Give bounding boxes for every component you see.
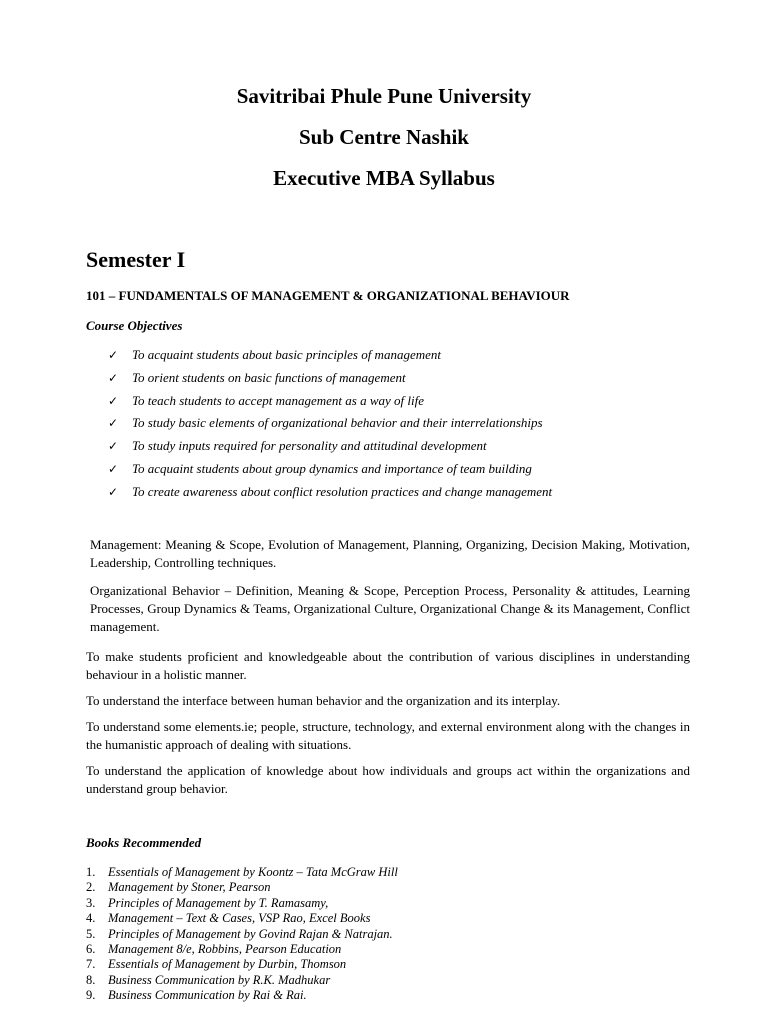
course-title: 101 – FUNDAMENTALS OF MANAGEMENT & ORGANIZATIONAL BEHAVIOUR [86,288,570,303]
objective-item [108,346,552,369]
objective-text: To acquaint students about group dynamics and importance of team building [132,460,532,476]
books-heading: Books Recommended [86,835,202,850]
org-behavior-paragraph: Organizational Behavior – Definition, Meaning & Scope, Perception Process, Personality & attitudes, Learning Processes, Group Dynamics & Teams, Organizational Culture, Organizational Change & its Management, Conflict management. [90,583,690,634]
objective-text: To teach students to accept management as a way of life [132,392,424,408]
book-item [86,927,398,942]
outcome-paragraph: To understand the interface between human behavior and the organization and its interplay. [86,693,561,708]
book-item [86,865,398,880]
book-item [86,942,398,957]
objective-item [108,483,552,506]
objective-item [108,437,552,460]
university-title: Savitribai Phule Pune University [236,84,532,108]
book-title: Management – Text & Cases, VSP Rao, Excel Books [108,911,371,926]
semester-heading: Semester I [86,247,186,272]
objectives-list [108,346,552,506]
book-item [86,988,398,1003]
outcome-paragraph: To understand some elements.ie; people, structure, technology, and external environment along with the changes in the humanistic approach of dealing with situations. [86,719,690,752]
objective-item [108,414,552,437]
book-title: Business Communication by Rai & Rai. [108,988,307,1003]
objective-text: To study inputs required for personality and attitudinal development [132,438,487,454]
checkmark-icon: ✓ [108,439,119,454]
book-number: 6. [86,941,96,956]
objective-text: To study basic elements of organizational behavior and their interrelationships [132,415,543,431]
checkmark-icon: ✓ [108,370,119,385]
book-number: 8. [86,972,96,987]
management-paragraph: Management: Meaning & Scope, Evolution of Management, Planning, Organizing, Decision Making, Motivation, Leadership, Controlling techniques. [90,537,690,570]
book-number: 5. [86,926,96,941]
book-item [86,896,398,911]
book-item [86,880,398,895]
book-number: 9. [86,988,96,1003]
centre-title: Sub Centre Nashik [299,125,469,149]
book-number: 7. [86,957,96,972]
objective-text: To orient students on basic functions of management [132,369,406,385]
checkmark-icon: ✓ [108,461,119,476]
outcome-paragraph: To make students proficient and knowledgeable about the contribution of various disciplines in understanding behaviour in a holistic manner. [86,649,690,682]
checkmark-icon: ✓ [108,348,119,362]
book-item [86,911,398,926]
checkmark-icon: ✓ [108,393,119,408]
book-title: Essentials of Management by Koontz – Tata McGraw Hill [108,865,398,879]
book-title: Essentials of Management by Durbin, Thomson [108,957,347,972]
objective-text: To acquaint students about basic principles of management [132,347,441,362]
objective-item [108,369,552,392]
checkmark-icon: ✓ [108,484,119,499]
book-title: Management 8/e, Robbins, Pearson Education [108,941,342,956]
objective-text: To create awareness about conflict resolution practices and change management [132,483,553,499]
book-title: Business Communication by R.K. Madhukar [108,972,331,987]
objective-item [108,460,552,483]
book-title: Principles of Management by T. Ramasamy, [108,895,329,910]
outcome-paragraph: To understand the application of knowledge about how individuals and groups act within the organizations and understand group behavior. [86,763,690,796]
book-number: 4. [86,911,96,926]
book-item [86,957,398,972]
objective-item [108,392,552,415]
book-number: 1. [86,865,96,879]
checkmark-icon: ✓ [108,416,119,431]
book-number: 2. [86,880,96,895]
syllabus-title: Executive MBA Syllabus [273,166,495,190]
book-title: Principles of Management by Govind Rajan & Natrajan. [108,926,393,941]
book-number: 3. [86,895,96,910]
books-list [86,865,398,1004]
objectives-heading: Course Objectives [86,318,183,333]
book-title: Management by Stoner, Pearson [108,880,271,895]
book-item [86,973,398,988]
